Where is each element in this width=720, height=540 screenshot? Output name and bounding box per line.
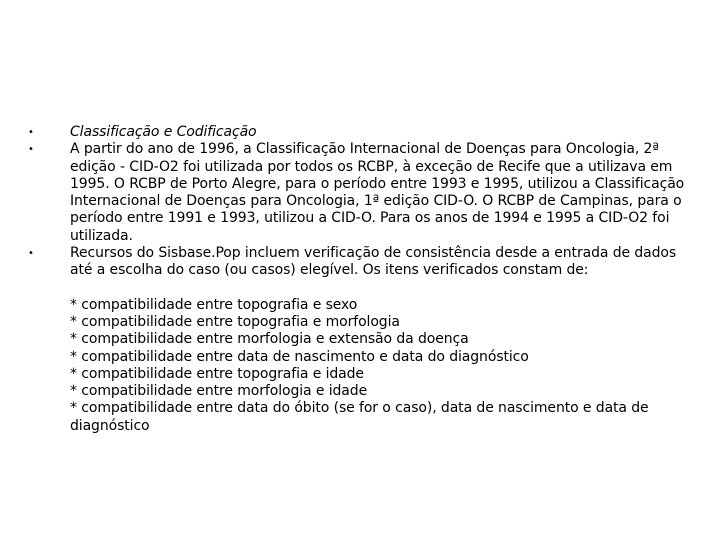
check-item: * compatibilidade entre morfologia e extensão da doença xyxy=(70,331,469,348)
bullet-marker: • xyxy=(28,127,34,138)
bullet-text: Recursos do Sisbase.Pop incluem verificação de consistência desde a entrada de dados até a escolha do caso (ou casos) elegível. Os itens verificados constam de: xyxy=(70,245,677,279)
consistency-check-list xyxy=(26,297,696,435)
check-item: * compatibilidade entre topografia e morfologia xyxy=(70,313,400,330)
check-item: * compatibilidade entre data do óbito (se for o caso), data de nascimento e data de diagnóstico xyxy=(70,400,649,434)
slide-body xyxy=(26,124,696,435)
check-item: * compatibilidade entre topografia e idade xyxy=(70,365,364,382)
bullet-marker: • xyxy=(28,144,34,156)
bullet-item-title xyxy=(26,124,696,141)
bullet-item-sisbase-features xyxy=(26,245,696,280)
check-item: * compatibilidade entre data de nascimento e data do diagnóstico xyxy=(70,348,529,365)
bullet-marker: • xyxy=(28,248,34,260)
check-item: * compatibilidade entre morfologia e idade xyxy=(70,383,368,400)
check-item: * compatibilidade entre topografia e sexo xyxy=(70,296,358,313)
bullet-item-cid-history xyxy=(26,141,696,245)
section-heading: Classificação e Codificação xyxy=(70,124,257,140)
bullet-text: A partir do ano de 1996, a Classificação Internacional de Doenças para Oncologia, 2ª edição - CID-O2 foi utilizada por todos os RCBP, à exceção de Recife que a utilizava em 1995. O RCBP de Porto Alegre, para o período entre 1993 e 1995, utilizou a Classificação Internacional de Doenças para Oncologia, 1ª edição CID-O. O RCBP de Campinas, para o período entre 1991 e 1993, utilizou a CID-O. Para os anos de 1994 e 1995 a CID-O2 foi utilizada. xyxy=(70,141,685,244)
